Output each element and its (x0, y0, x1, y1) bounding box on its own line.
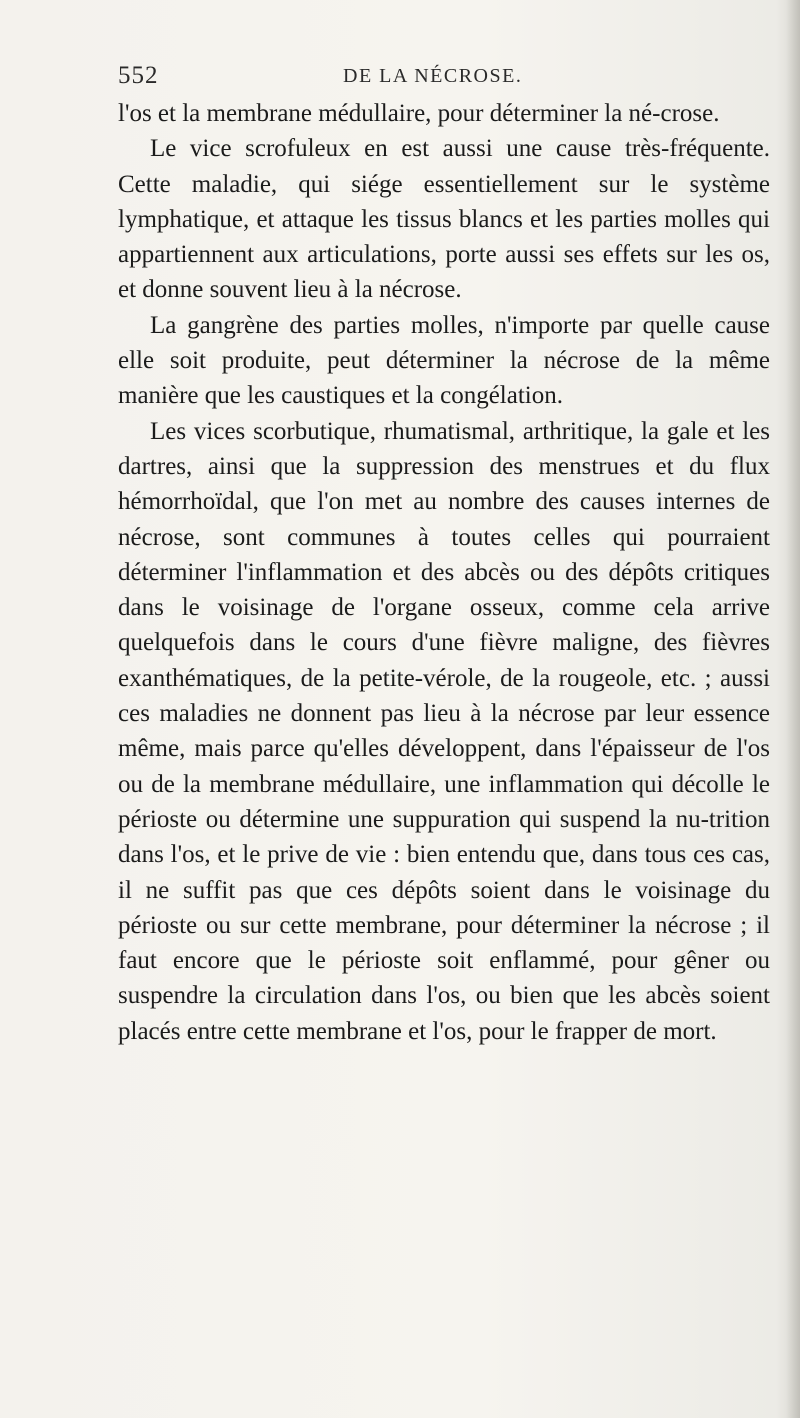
paragraph-vices: Les vices scorbutique, rhumatismal, arthritique, la gale et les dartres, ainsi que la suppression des menstrues et du flux hémorrhoïdal, que l'on met au nombre des causes internes de nécrose, sont communes à toutes celles qui pourraient déterminer l'inflammation et des abcès ou des dépôts critiques dans le voisinage de l'organe osseux, comme cela arrive quelquefois dans le cours d'une fièvre maligne, des fièvres exanthématiques, de la petite-vérole, de la rougeole, etc. ; aussi ces maladies ne donnent pas lieu à la nécrose par leur essence même, mais parce qu'elles développent, dans l'épaisseur de l'os ou de la membrane médullaire, une inflammation qui décolle le périoste ou détermine une suppuration qui suspend la nu-trition dans l'os, et le prive de vie : bien entendu que, dans tous ces cas, il ne suffit pas que ces dépôts soient dans le voisinage du périoste ou sur cette membrane, pour déterminer la nécrose ; il faut encore que le périoste soit enflammé, pour gêner ou suspendre la circulation dans l'os, ou bien que les abcès soient placés entre cette membrane et l'os, pour le frapper de mort. (118, 417, 770, 1045)
page-number: 552 (118, 62, 159, 89)
paragraph-gangrene: La gangrène des parties molles, n'importe par quelle cause elle soit produite, peut déterminer la nécrose de la même manière que les caustiques et la congélation. (118, 311, 770, 410)
paragraph-scrofuleux: Le vice scrofuleux en est aussi une cause très-fréquente. Cette maladie, qui siége essentiellement sur le système lymphatique, et attaque les tissus blancs et les parties molles qui appartiennent aux articulations, porte aussi ses effets sur les os, et donne souvent lieu à la nécrose. (118, 135, 770, 304)
body-text (118, 96, 770, 1049)
paragraph-continuation: l'os et la membrane médullaire, pour déterminer la né-crose. (118, 100, 720, 127)
page-edge-shadow (786, 0, 800, 1418)
running-title: DE LA NÉCROSE. (343, 65, 523, 87)
page-header (118, 62, 770, 92)
